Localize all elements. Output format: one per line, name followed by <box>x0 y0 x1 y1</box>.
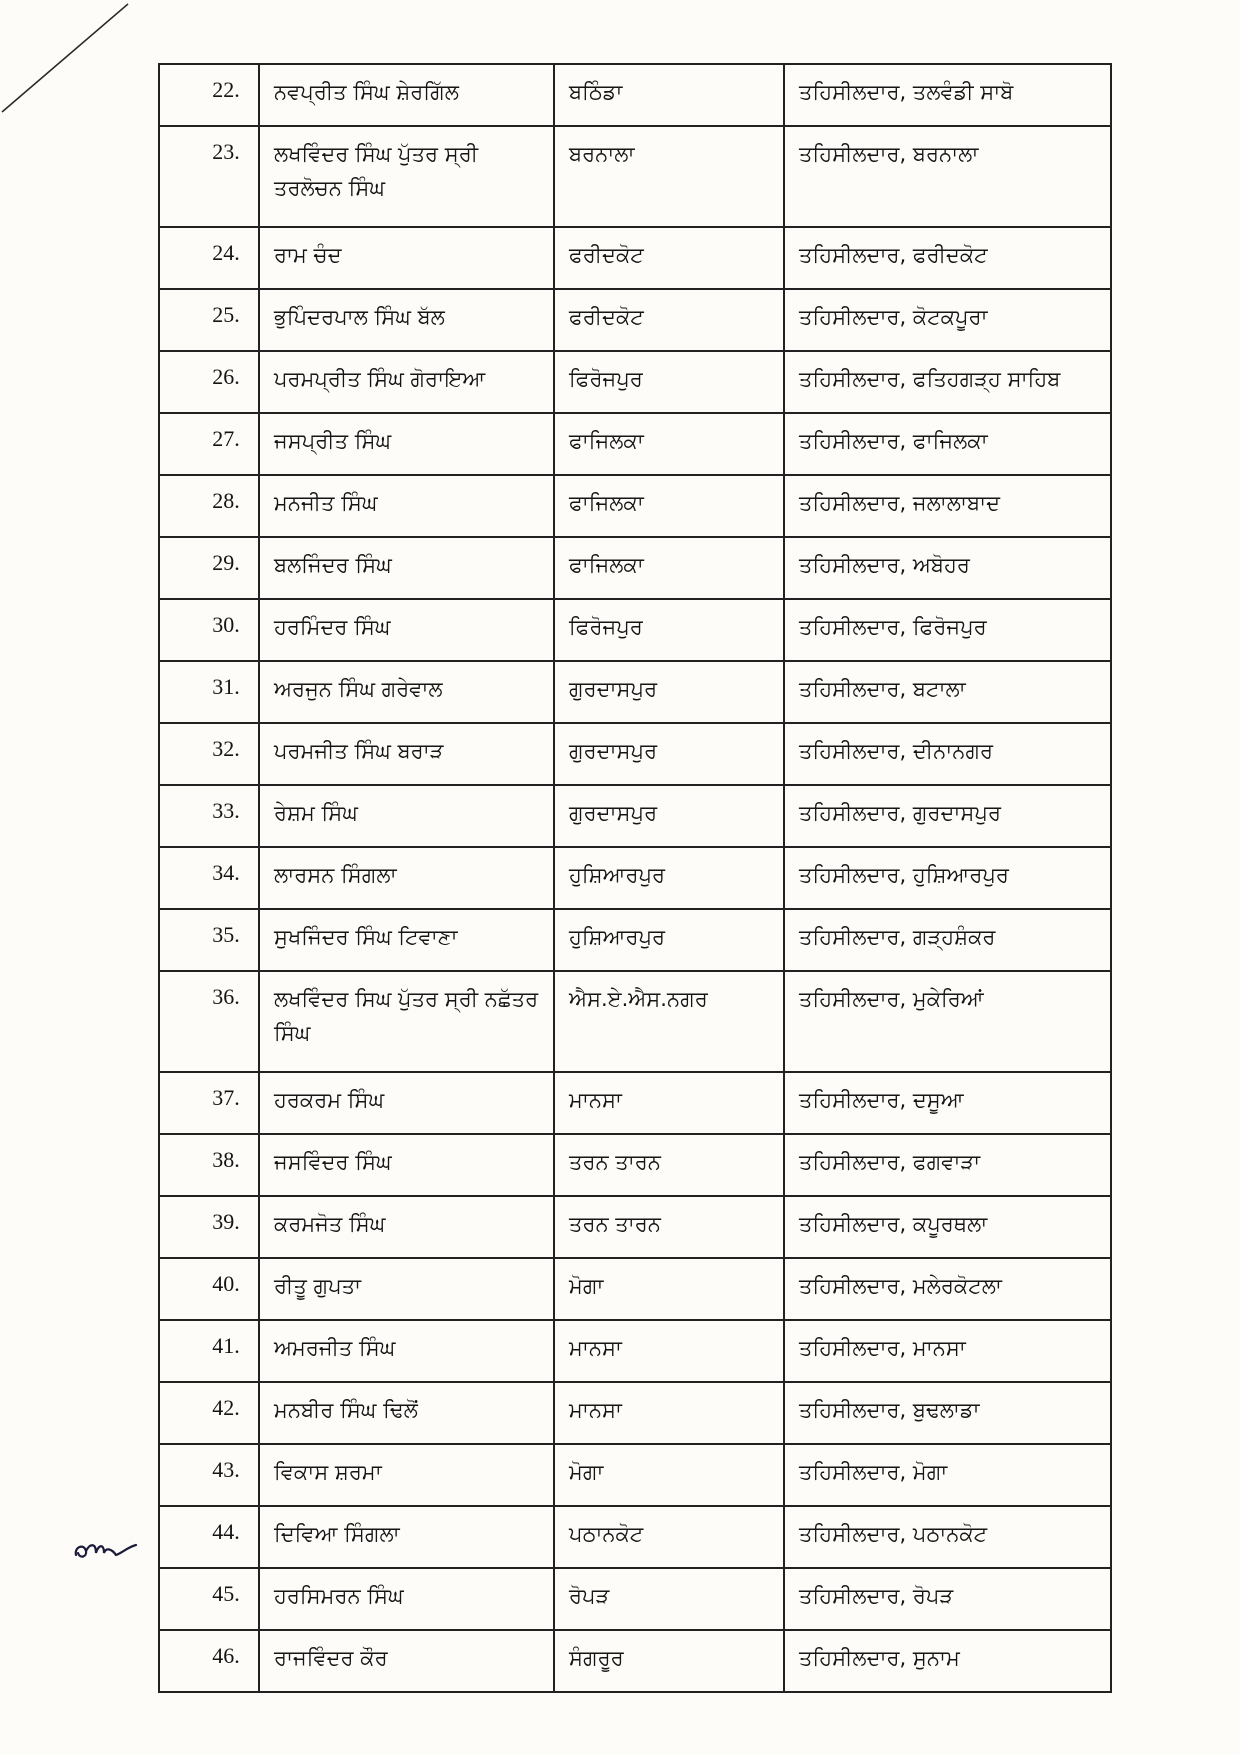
table-row <box>159 475 1111 537</box>
serial-number-cell: 43. <box>159 1444 259 1506</box>
table-row <box>159 1072 1111 1134</box>
officer-name-cell: ਹਰਕਰਮ ਸਿੰਘ <box>259 1072 554 1134</box>
district-cell: ਤਰਨ ਤਾਰਨ <box>554 1134 784 1196</box>
table-row <box>159 785 1111 847</box>
district-cell: ਰੋਪੜ <box>554 1568 784 1630</box>
serial-number-cell: 33. <box>159 785 259 847</box>
posting-cell: ਤਹਿਸੀਲਦਾਰ, ਗੁਰਦਾਸਪੁਰ <box>784 785 1111 847</box>
officer-name-cell: ਪਰਮਜੀਤ ਸਿੰਘ ਬਰਾੜ <box>259 723 554 785</box>
serial-number-cell: 27. <box>159 413 259 475</box>
posting-cell: ਤਹਿਸੀਲਦਾਰ, ਤਲਵੰਡੀ ਸਾਬੋ <box>784 64 1111 126</box>
district-cell: ਫਾਜਿਲਕਾ <box>554 475 784 537</box>
serial-number-cell: 31. <box>159 661 259 723</box>
table-row <box>159 1506 1111 1568</box>
posting-cell: ਤਹਿਸੀਲਦਾਰ, ਜਲਾਲਾਬਾਦ <box>784 475 1111 537</box>
serial-number-cell: 34. <box>159 847 259 909</box>
district-cell: ਫਾਜਿਲਕਾ <box>554 413 784 475</box>
officer-name-cell: ਰਾਜਵਿੰਦਰ ਕੌਰ <box>259 1630 554 1692</box>
posting-table-body <box>159 64 1111 1692</box>
district-cell: ਫਰੀਦਕੋਟ <box>554 289 784 351</box>
table-row <box>159 64 1111 126</box>
district-cell: ਸੰਗਰੂਰ <box>554 1630 784 1692</box>
table-row <box>159 723 1111 785</box>
officer-name-cell: ਜਸਵਿੰਦਰ ਸਿੰਘ <box>259 1134 554 1196</box>
serial-number-cell: 26. <box>159 351 259 413</box>
posting-cell: ਤਹਿਸੀਲਦਾਰ, ਕੋਟਕਪੂਰਾ <box>784 289 1111 351</box>
serial-number-cell: 24. <box>159 227 259 289</box>
margin-initials-mark <box>72 1535 142 1565</box>
posting-cell: ਤਹਿਸੀਲਦਾਰ, ਫਿਰੋਜਪੁਰ <box>784 599 1111 661</box>
table-row <box>159 599 1111 661</box>
posting-cell: ਤਹਿਸੀਲਦਾਰ, ਹੁਸ਼ਿਆਰਪੁਰ <box>784 847 1111 909</box>
officer-name-cell: ਜਸਪ੍ਰੀਤ ਸਿੰਘ <box>259 413 554 475</box>
table-row <box>159 1320 1111 1382</box>
officer-name-cell: ਬਲਜਿੰਦਰ ਸਿੰਘ <box>259 537 554 599</box>
district-cell: ਮਾਨਸਾ <box>554 1072 784 1134</box>
district-cell: ਬਰਨਾਲਾ <box>554 126 784 227</box>
serial-number-cell: 25. <box>159 289 259 351</box>
posting-cell: ਤਹਿਸੀਲਦਾਰ, ਦੀਨਾਨਗਰ <box>784 723 1111 785</box>
serial-number-cell: 46. <box>159 1630 259 1692</box>
officer-name-cell: ਅਮਰਜੀਤ ਸਿੰਘ <box>259 1320 554 1382</box>
posting-cell: ਤਹਿਸੀਲਦਾਰ, ਅਬੋਹਰ <box>784 537 1111 599</box>
serial-number-cell: 45. <box>159 1568 259 1630</box>
posting-cell: ਤਹਿਸੀਲਦਾਰ, ਫਰੀਦਕੋਟ <box>784 227 1111 289</box>
posting-cell: ਤਹਿਸੀਲਦਾਰ, ਬੁਢਲਾਡਾ <box>784 1382 1111 1444</box>
posting-cell: ਤਹਿਸੀਲਦਾਰ, ਪਠਾਨਕੋਟ <box>784 1506 1111 1568</box>
corner-stroke-mark <box>0 0 160 120</box>
serial-number-cell: 23. <box>159 126 259 227</box>
officer-name-cell: ਪਰਮਪ੍ਰੀਤ ਸਿੰਘ ਗੋਰਾਇਆ <box>259 351 554 413</box>
serial-number-cell: 38. <box>159 1134 259 1196</box>
officer-name-cell: ਲਖਵਿੰਦਰ ਸਿੰਘ ਪੁੱਤਰ ਸ੍ਰੀ ਤਰਲੋਚਨ ਸਿੰਘ <box>259 126 554 227</box>
serial-number-cell: 42. <box>159 1382 259 1444</box>
table-row <box>159 1196 1111 1258</box>
posting-cell: ਤਹਿਸੀਲਦਾਰ, ਗੜ੍ਹਸ਼ੰਕਰ <box>784 909 1111 971</box>
table-row <box>159 1444 1111 1506</box>
serial-number-cell: 41. <box>159 1320 259 1382</box>
district-cell: ਹੁਸ਼ਿਆਰਪੁਰ <box>554 909 784 971</box>
officer-name-cell: ਅਰਜੁਨ ਸਿੰਘ ਗਰੇਵਾਲ <box>259 661 554 723</box>
officer-name-cell: ਹਰਸਿਮਰਨ ਸਿੰਘ <box>259 1568 554 1630</box>
serial-number-cell: 35. <box>159 909 259 971</box>
serial-number-cell: 39. <box>159 1196 259 1258</box>
officer-name-cell: ਕਰਮਜੋਤ ਸਿੰਘ <box>259 1196 554 1258</box>
district-cell: ਮਾਨਸਾ <box>554 1382 784 1444</box>
table-row <box>159 661 1111 723</box>
serial-number-cell: 32. <box>159 723 259 785</box>
table-row <box>159 971 1111 1072</box>
posting-cell: ਤਹਿਸੀਲਦਾਰ, ਫਤਿਹਗੜ੍ਹ ਸਾਹਿਬ <box>784 351 1111 413</box>
officer-name-cell: ਮਨਬੀਰ ਸਿੰਘ ਢਿਲੋਂ <box>259 1382 554 1444</box>
table-row <box>159 351 1111 413</box>
posting-cell: ਤਹਿਸੀਲਦਾਰ, ਦਸੂਆ <box>784 1072 1111 1134</box>
district-cell: ਫਿਰੋਜਪੁਰ <box>554 599 784 661</box>
district-cell: ਫਾਜਿਲਕਾ <box>554 537 784 599</box>
table-row <box>159 847 1111 909</box>
table-row <box>159 1630 1111 1692</box>
district-cell: ਮੋਗਾ <box>554 1258 784 1320</box>
table-row <box>159 1382 1111 1444</box>
table-row <box>159 1568 1111 1630</box>
officer-name-cell: ਰਾਮ ਚੰਦ <box>259 227 554 289</box>
serial-number-cell: 28. <box>159 475 259 537</box>
officer-name-cell: ਰੀਤੂ ਗੁਪਤਾ <box>259 1258 554 1320</box>
table-row <box>159 1134 1111 1196</box>
district-cell: ਪਠਾਨਕੋਟ <box>554 1506 784 1568</box>
officer-name-cell: ਲਖਵਿੰਦਰ ਸਿਘ ਪੁੱਤਰ ਸ੍ਰੀ ਨਛੱਤਰ ਸਿੰਘ <box>259 971 554 1072</box>
table-row <box>159 909 1111 971</box>
serial-number-cell: 30. <box>159 599 259 661</box>
district-cell: ਹੁਸ਼ਿਆਰਪੁਰ <box>554 847 784 909</box>
serial-number-cell: 22. <box>159 64 259 126</box>
posting-cell: ਤਹਿਸੀਲਦਾਰ, ਬਰਨਾਲਾ <box>784 126 1111 227</box>
officer-name-cell: ਲਾਰਸਨ ਸਿੰਗਲਾ <box>259 847 554 909</box>
officer-name-cell: ਰੇਸ਼ਮ ਸਿੰਘ <box>259 785 554 847</box>
table-row <box>159 413 1111 475</box>
serial-number-cell: 29. <box>159 537 259 599</box>
table-row <box>159 227 1111 289</box>
posting-cell: ਤਹਿਸੀਲਦਾਰ, ਮੁਕੇਰਿਆਂ <box>784 971 1111 1072</box>
officer-name-cell: ਨਵਪ੍ਰੀਤ ਸਿੰਘ ਸ਼ੇਰਗਿੱਲ <box>259 64 554 126</box>
officer-name-cell: ਸੁਖਜਿੰਦਰ ਸਿੰਘ ਟਿਵਾਣਾ <box>259 909 554 971</box>
serial-number-cell: 36. <box>159 971 259 1072</box>
district-cell: ਮੋਗਾ <box>554 1444 784 1506</box>
district-cell: ਮਾਨਸਾ <box>554 1320 784 1382</box>
district-cell: ਫਿਰੋਜਪੁਰ <box>554 351 784 413</box>
serial-number-cell: 37. <box>159 1072 259 1134</box>
district-cell: ਫਰੀਦਕੋਟ <box>554 227 784 289</box>
posting-cell: ਤਹਿਸੀਲਦਾਰ, ਸੁਨਾਮ <box>784 1630 1111 1692</box>
posting-cell: ਤਹਿਸੀਲਦਾਰ, ਮਲੇਰਕੋਟਲਾ <box>784 1258 1111 1320</box>
posting-table <box>158 63 1112 1693</box>
officer-name-cell: ਦਿਵਿਆ ਸਿੰਗਲਾ <box>259 1506 554 1568</box>
district-cell: ਗੁਰਦਾਸਪੁਰ <box>554 661 784 723</box>
posting-cell: ਤਹਿਸੀਲਦਾਰ, ਕਪੂਰਥਲਾ <box>784 1196 1111 1258</box>
posting-cell: ਤਹਿਸੀਲਦਾਰ, ਮੋਗਾ <box>784 1444 1111 1506</box>
district-cell: ਗੁਰਦਾਸਪੁਰ <box>554 785 784 847</box>
district-cell: ਗੁਰਦਾਸਪੁਰ <box>554 723 784 785</box>
posting-cell: ਤਹਿਸੀਲਦਾਰ, ਰੋਪੜ <box>784 1568 1111 1630</box>
serial-number-cell: 44. <box>159 1506 259 1568</box>
posting-cell: ਤਹਿਸੀਲਦਾਰ, ਬਟਾਲਾ <box>784 661 1111 723</box>
district-cell: ਐਸ.ਏ.ਐਸ.ਨਗਰ <box>554 971 784 1072</box>
district-cell: ਤਰਨ ਤਾਰਨ <box>554 1196 784 1258</box>
officer-name-cell: ਵਿਕਾਸ ਸ਼ਰਮਾ <box>259 1444 554 1506</box>
posting-cell: ਤਹਿਸੀਲਦਾਰ, ਫਗਵਾੜਾ <box>784 1134 1111 1196</box>
table-row <box>159 537 1111 599</box>
officer-name-cell: ਹਰਮਿੰਦਰ ਸਿੰਘ <box>259 599 554 661</box>
table-row <box>159 126 1111 227</box>
posting-cell: ਤਹਿਸੀਲਦਾਰ, ਮਾਨਸਾ <box>784 1320 1111 1382</box>
district-cell: ਬਠਿੰਡਾ <box>554 64 784 126</box>
officer-name-cell: ਮਨਜੀਤ ਸਿੰਘ <box>259 475 554 537</box>
officer-name-cell: ਭੁਪਿੰਦਰਪਾਲ ਸਿੰਘ ਬੱਲ <box>259 289 554 351</box>
posting-cell: ਤਹਿਸੀਲਦਾਰ, ਫਾਜਿਲਕਾ <box>784 413 1111 475</box>
table-row <box>159 1258 1111 1320</box>
table-row <box>159 289 1111 351</box>
serial-number-cell: 40. <box>159 1258 259 1320</box>
